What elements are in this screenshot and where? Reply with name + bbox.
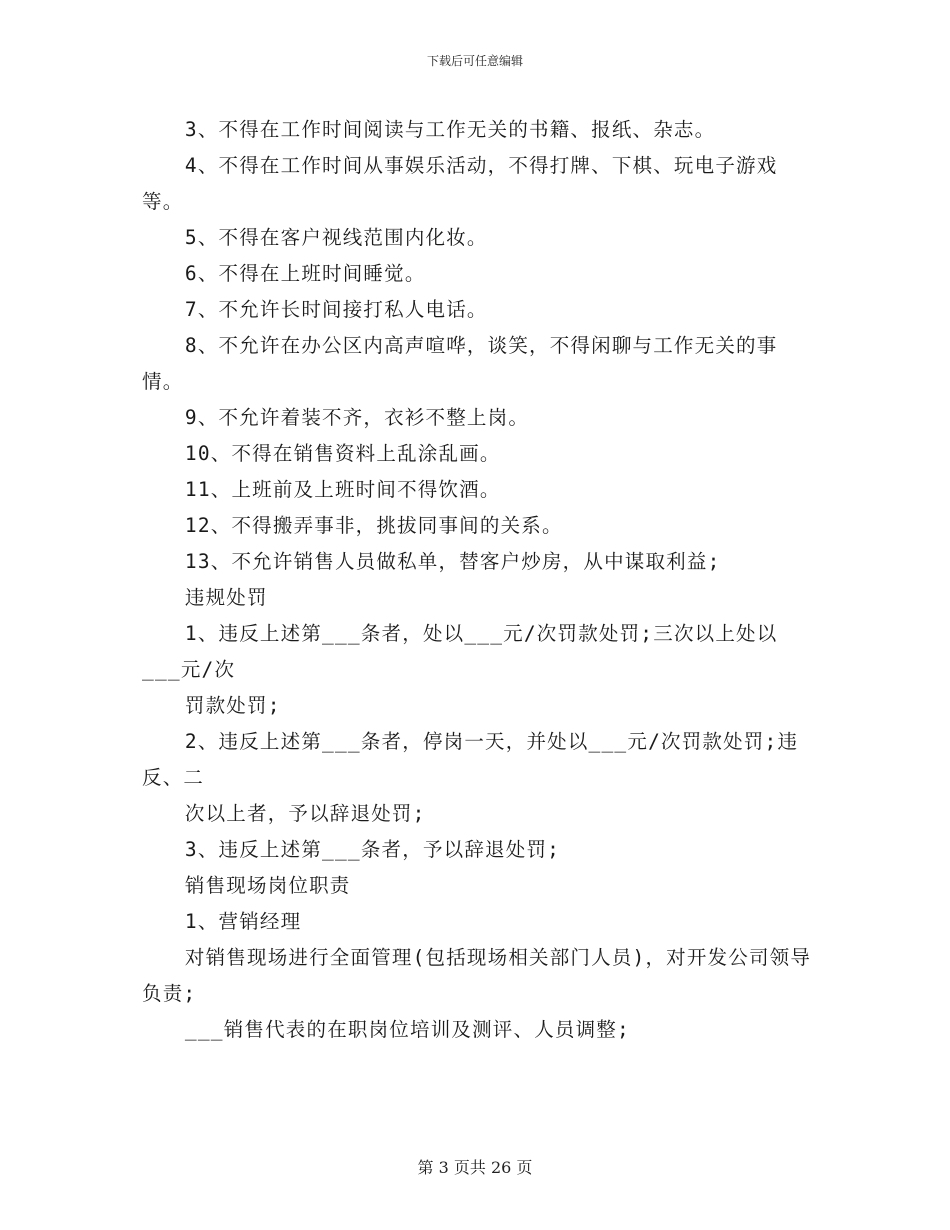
paragraph: 次以上者，予以辞退处罚;	[184, 802, 426, 825]
paragraph: 罚款处罚;	[184, 694, 281, 717]
paragraph: 13、不允许销售人员做私单，替客户炒房，从中谋取利益;	[184, 550, 721, 573]
paragraph: 6、不得在上班时间睡觉。	[184, 262, 426, 285]
paragraph: 9、不允许着装不齐，衣衫不整上岗。	[184, 406, 530, 429]
section-heading: 违规处罚	[184, 586, 268, 609]
paragraph: 2、违反上述第___条者，停岗一天，并处以___元/次罚款处罚;违反、二	[142, 730, 799, 789]
paragraph: 3、违反上述第___条者，予以辞退处罚;	[184, 838, 561, 861]
page-footer: 第 3 页共 26 页	[417, 1158, 533, 1177]
section-heading: 销售现场岗位职责	[184, 874, 351, 897]
paragraph: ___销售代表的在职岗位培训及测评、人员调整;	[184, 1018, 630, 1041]
paragraph: 10、不得在销售资料上乱涂乱画。	[184, 442, 501, 465]
paragraph: 11、上班前及上班时间不得饮酒。	[184, 478, 501, 501]
paragraph: 5、不得在客户视线范围内化妆。	[184, 226, 488, 249]
paragraph: 3、不得在工作时间阅读与工作无关的书籍、报纸、杂志。	[184, 118, 716, 141]
page-header: 下载后可任意编辑	[426, 54, 523, 68]
document-body	[142, 112, 812, 1048]
paragraph: 1、违反上述第___条者，处以___元/次罚款处罚;三次以上处以___元/次	[142, 622, 778, 681]
paragraph: 12、不得搬弄事非，挑拔同事间的关系。	[184, 514, 563, 537]
paragraph: 7、不允许长时间接打私人电话。	[184, 298, 488, 321]
paragraph: 8、不允许在办公区内高声喧哗，谈笑，不得闲聊与工作无关的事情。	[142, 334, 778, 393]
paragraph: 对销售现场进行全面管理(包括现场相关部门人员)，对开发公司领导负责;	[142, 946, 812, 1005]
paragraph: 4、不得在工作时间从事娱乐活动，不得打牌、下棋、玩电子游戏等。	[142, 154, 778, 213]
sub-heading: 1、营销经理	[184, 910, 302, 933]
